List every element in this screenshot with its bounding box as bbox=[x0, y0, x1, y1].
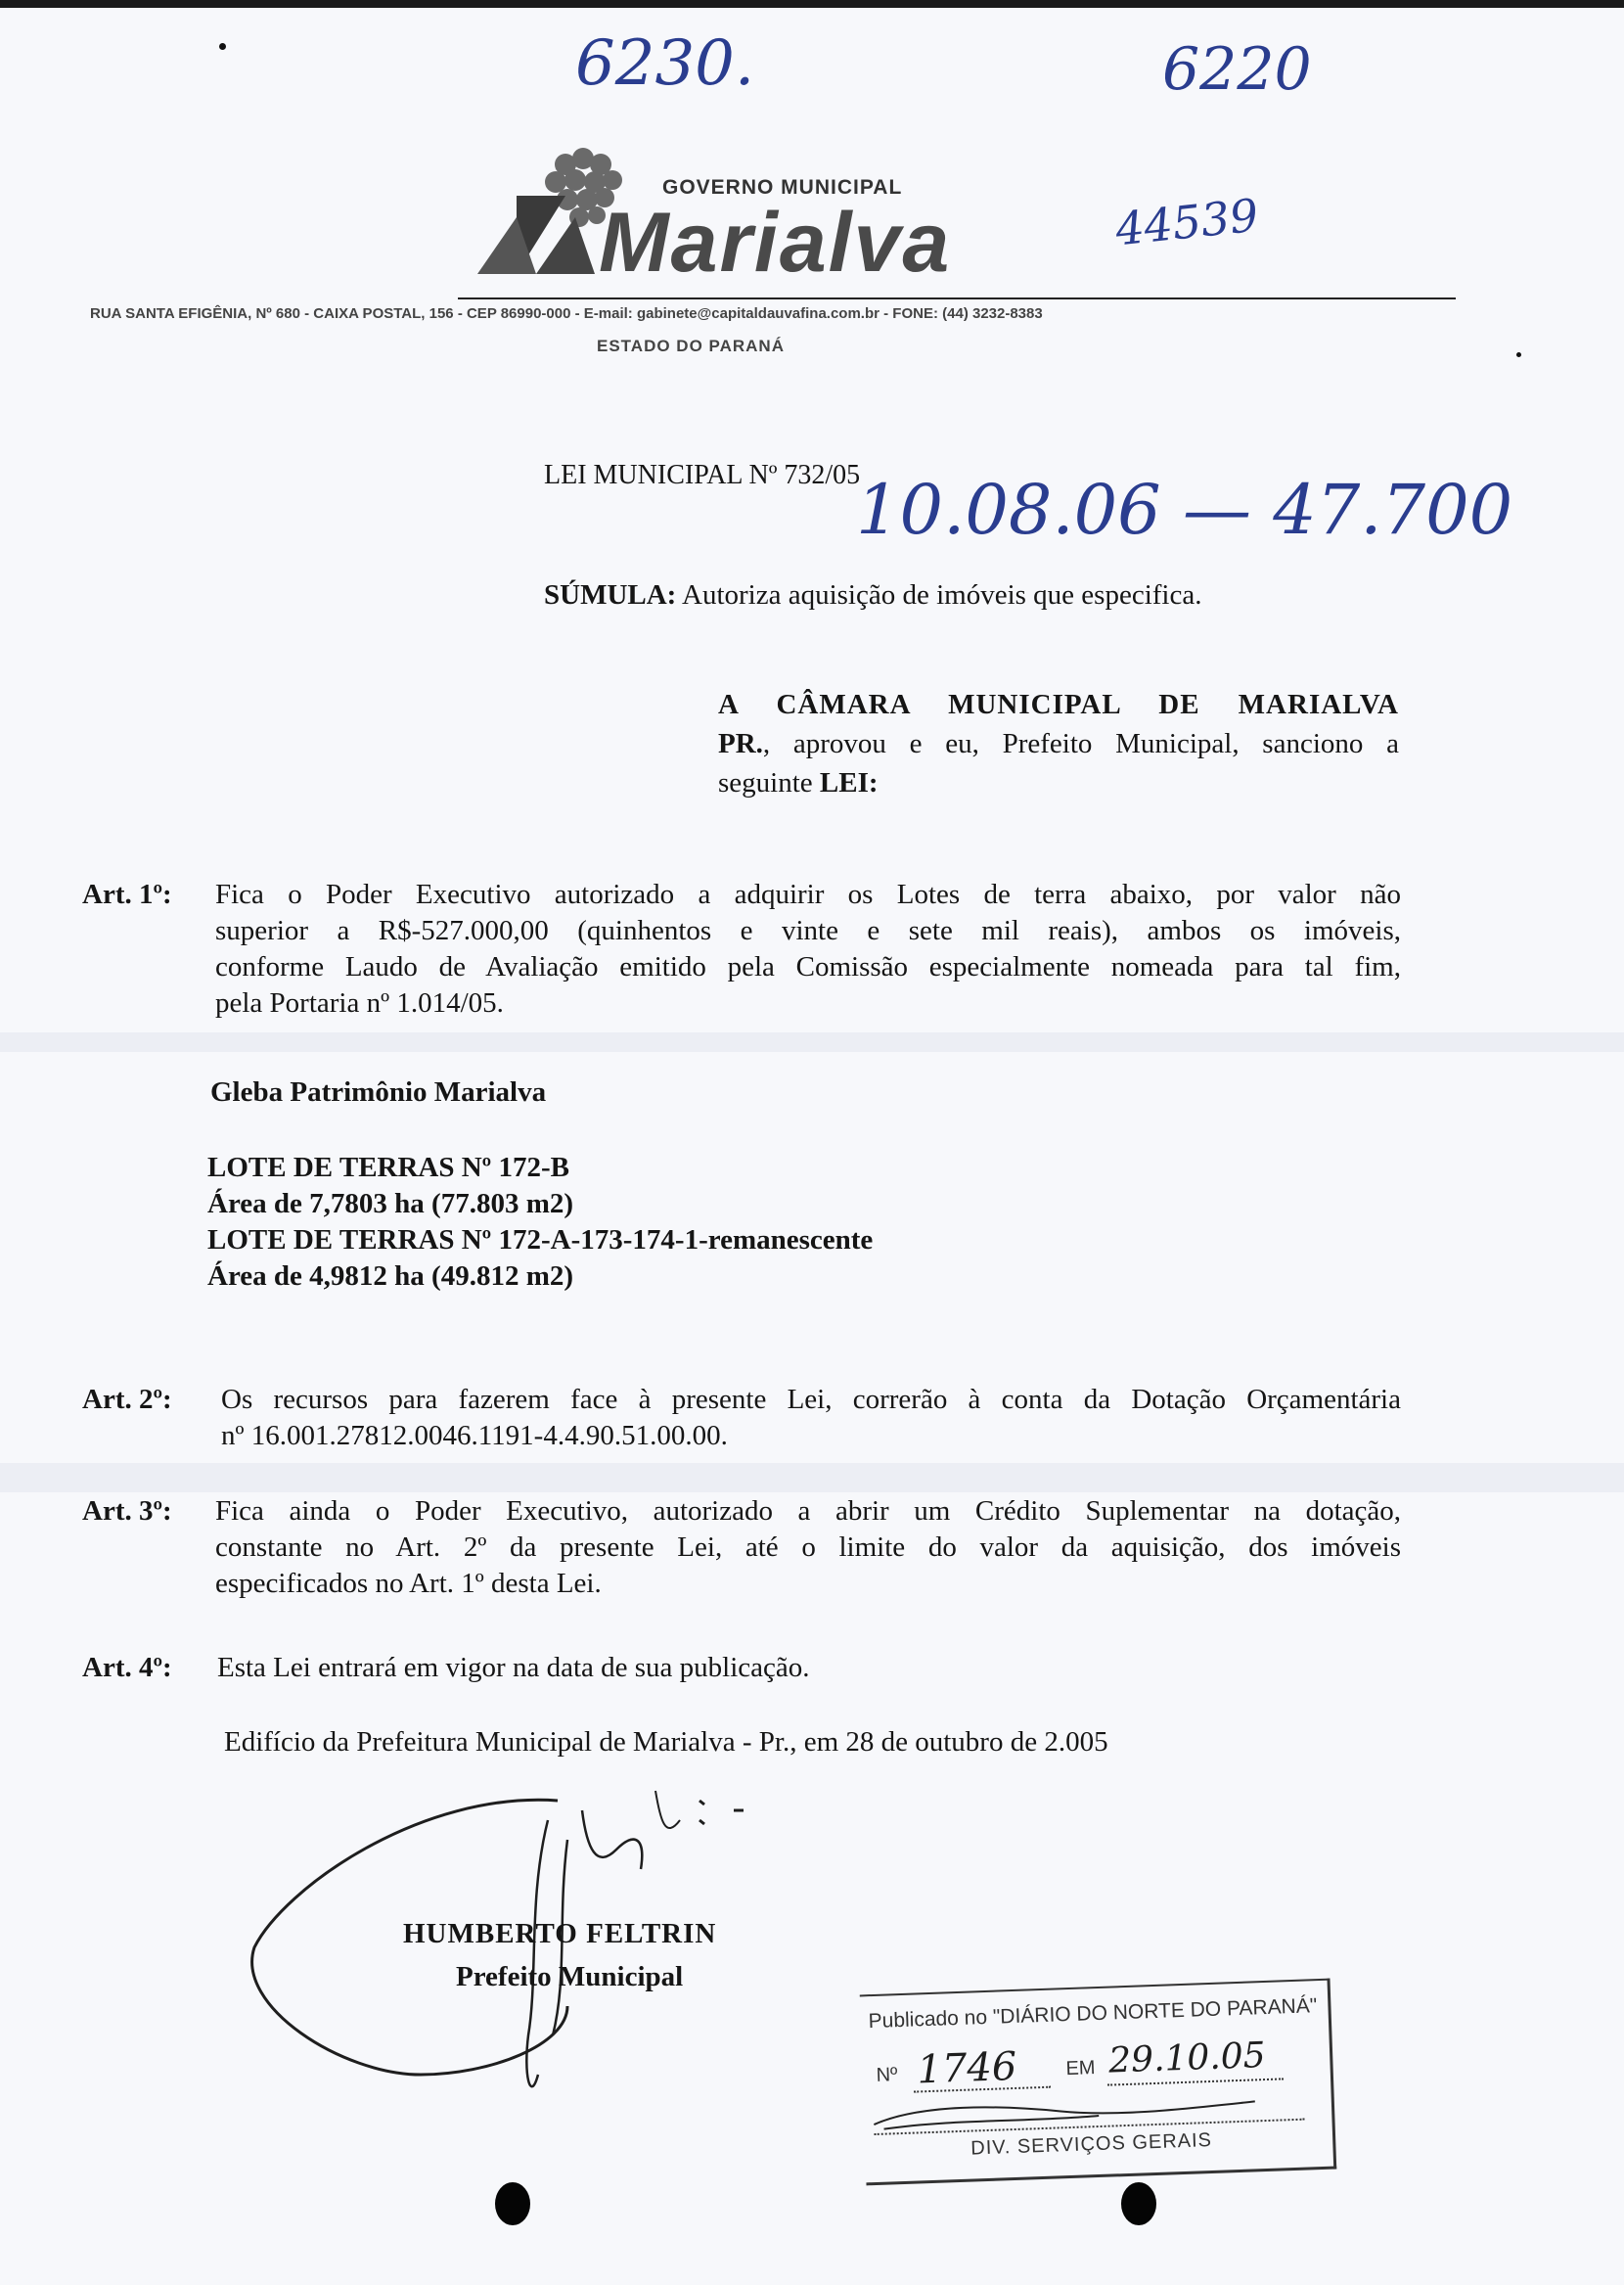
punch-hole bbox=[495, 2182, 530, 2225]
article-1-label: Art. 1º: bbox=[82, 879, 172, 910]
stamp-em-label: EM bbox=[1065, 2057, 1096, 2080]
article-4-text: Esta Lei entrará em vigor na data de sua publicação. bbox=[217, 1652, 810, 1683]
lot-area-line: Área de 4,9812 ha (49.812 m2) bbox=[207, 1260, 574, 1292]
preamble-line-2: PR., aprovou e eu, Prefeito Municipal, sanciono a bbox=[718, 728, 1399, 759]
punch-hole bbox=[1121, 2182, 1156, 2225]
stamp-date: 29.10.05 bbox=[1107, 2035, 1267, 2081]
stamp-footer: DIV. SERVIÇOS GERAIS bbox=[970, 2128, 1213, 2160]
sumula-text: Autoriza aquisição de imóveis que especifica. bbox=[682, 579, 1202, 611]
preamble-line-1: A CÂMARA MUNICIPAL DE MARIALVA bbox=[718, 689, 1399, 720]
letterhead-divider bbox=[458, 297, 1456, 299]
article-2-text: Os recursos para fazerem face à presente Lei, correrão à conta da Dotação Orçamentária nº 16.001.27812.0046.1191-4.4.90.51.00.00. bbox=[221, 1384, 1401, 1451]
scan-band bbox=[0, 1032, 1624, 1052]
article-3-label: Art. 3º: bbox=[82, 1495, 172, 1527]
law-title: LEI MUNICIPAL Nº 732/05 bbox=[544, 460, 861, 490]
article-1-text: Fica o Poder Executivo autorizado a adquirir os Lotes de terra abaixo, por valor não superior a R$-527.000,00 (quinhentos e vinte e sete mil reais), ambos os imóveis, conforme Laudo de Avaliação emitido pela Comissão especialmente nomeada para tal fim, pela Portaria nº 1.014/05. bbox=[215, 879, 1401, 1019]
stamp-n-label: Nº bbox=[876, 2064, 898, 2086]
closing-line: Edifício da Prefeitura Municipal de Marialva - Pr., em 28 de outubro de 2.005 bbox=[224, 1726, 1108, 1758]
scan-mark bbox=[1516, 352, 1521, 357]
lot-line: LOTE DE TERRAS Nº 172-B bbox=[207, 1152, 570, 1183]
letterhead-state: ESTADO DO PARANÁ bbox=[597, 337, 785, 355]
scan-mark bbox=[219, 43, 226, 50]
lot-line: LOTE DE TERRAS Nº 172-A-173-174-1-remanescente bbox=[207, 1224, 874, 1256]
letterhead-address: RUA SANTA EFIGÊNIA, Nº 680 - CAIXA POSTAL, 156 - CEP 86990-000 - E-mail: gabinete@capitaldauvafina.com.br - FONE: (44) 3232-8383 bbox=[90, 305, 1043, 322]
sumula-label: SÚMULA: bbox=[544, 579, 677, 611]
org-line: GOVERNO MUNICIPAL bbox=[662, 176, 903, 199]
handwritten-number-right: 6220 bbox=[1162, 35, 1312, 104]
city-logo-text: Marialva bbox=[599, 196, 952, 290]
preamble-line-3: seguinte LEI: bbox=[718, 767, 879, 799]
stamp-line: Publicado no "DIÁRIO DO NORTE DO PARANÁ" bbox=[868, 1994, 1318, 2034]
signatory-role: Prefeito Municipal bbox=[456, 1961, 684, 1992]
publication-stamp bbox=[860, 1979, 1337, 2186]
sumula bbox=[544, 577, 1201, 614]
signatory-name: HUMBERTO FELTRIN bbox=[403, 1918, 717, 1949]
stamp-number: 1746 bbox=[916, 2043, 1018, 2093]
handwritten-date-note: 10.08.06 — 47.700 bbox=[856, 470, 1513, 550]
lot-area-line: Área de 7,7803 ha (77.803 m2) bbox=[207, 1188, 574, 1219]
article-2-label: Art. 2º: bbox=[82, 1384, 172, 1415]
gleba-lots bbox=[207, 1150, 873, 1295]
article-3-text: Fica ainda o Poder Executivo, autorizado a abrir um Crédito Suplementar na dotação, constante no Art. 2º da presente Lei, até o limite do valor da aquisição, dos imóveis especificados no Art. 1º desta Lei. bbox=[215, 1495, 1401, 1599]
scan-band bbox=[0, 1463, 1624, 1492]
handwritten-side-number: 44539 bbox=[1112, 188, 1261, 256]
preamble bbox=[718, 685, 1399, 802]
scan-top-edge bbox=[0, 0, 1624, 8]
article-4-label: Art. 4º: bbox=[82, 1652, 172, 1683]
gleba-title: Gleba Patrimônio Marialva bbox=[210, 1076, 547, 1108]
handwritten-number-left: 6230. bbox=[575, 27, 755, 100]
